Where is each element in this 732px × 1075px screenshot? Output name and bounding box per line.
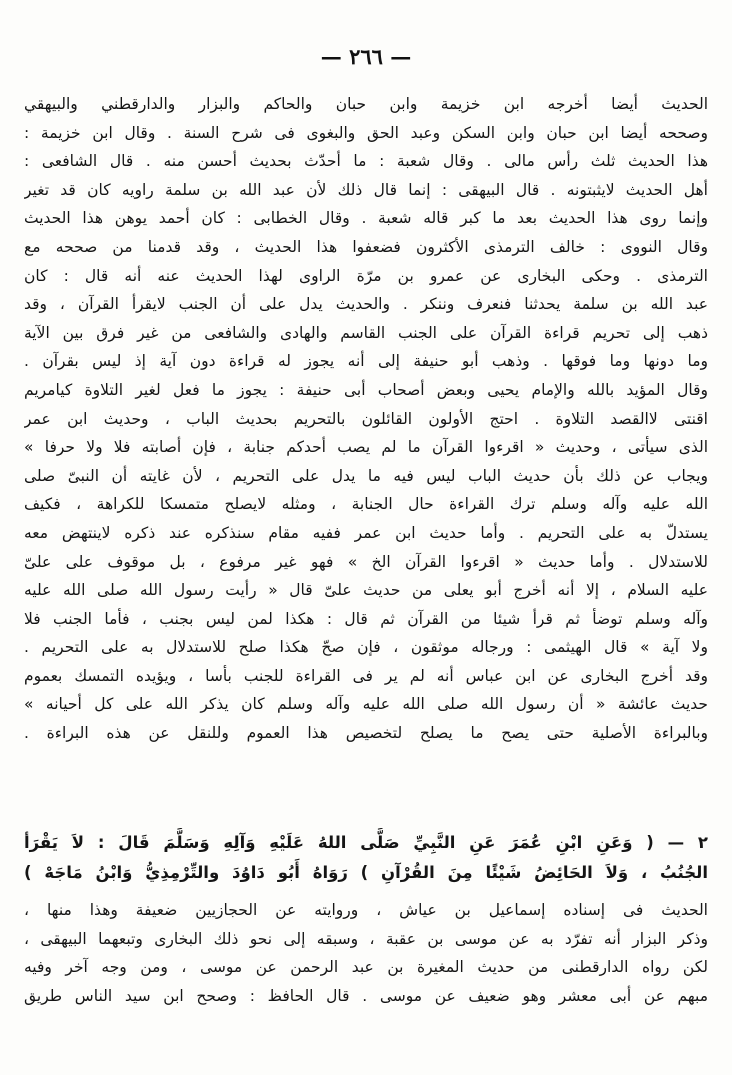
commentary-line: مبهم عن أبى معشر وهو ضعيف عن موسى . قال الحافظ : وصحح ابن سيد الناس طريق: [24, 986, 708, 1005]
text-line: وآله وسلم توضأ ثم قرأ شيئا من القرآن ثم قال : هكذا لمن ليس بجنب ، فأما الجنب فلا: [24, 609, 708, 628]
text-line: ولا آية » قال الهيثمى : ورجاله موثقون ، فإن صحّ هكذا صلح للاستدلال به على التحريم .: [24, 638, 708, 657]
text-line: الله عليه وآله وسلم ترك القراءة حال الجنابة ، ومثله لايصلح متمسكا للكراهة ، فكيف: [24, 495, 708, 514]
text-line: عبد الله بن سلمة يحدثنا فنعرف وننكر . والحديث يدل على أن الجنب لايقرأ القرآن ، وقد: [24, 295, 708, 314]
commentary-paragraph: [24, 896, 708, 1010]
text-line: وقال النووى : خالف الترمذى الأكثرون فضعفوا هذا الحديث ، وقد قدمنا من صححه مع: [24, 237, 708, 256]
text-line: يستدلّ به على التحريم . وأما حديث ابن عمر ففيه مقام سنذكره عند ذكره لاينتهض معه: [24, 523, 708, 542]
text-line: حديث عائشة « أن رسول الله صلى الله عليه وآله وسلم كان يذكر الله على كل أحيانه »: [24, 695, 708, 714]
hadith-line: ٢ — ( وَعَنِ ابْنِ عُمَرَ عَنِ النَّبِيِّ صَلَّى اللهُ عَلَيْهِ وَآلِهِ وَسَلَّمَ قَالَ : لاَ يَقْرَأ: [24, 833, 708, 852]
text-line: هذا الحديث ثلث رأس مالى . وقال شعبة : ما أحدّث بحديث أحسن منه . قال الشافعى :: [24, 152, 708, 171]
commentary-line: لكن رواه الدارقطنى من حديث المغيرة بن عبد الرحمن عن موسى ، ومن وجه آخر وفيه: [24, 958, 708, 977]
commentary-line: الحديث فى إسناده إسماعيل بن عياش ، وروايته عن الحجازيين ضعيفة وهذا منها ،: [24, 901, 708, 919]
text-line: وقال المؤيد بالله والإمام يحيى وبعض أصحاب أبى حنيفة : يجوز ما فعل لغير التلاوة كيامريم: [24, 380, 708, 399]
text-line: ذهب إلى تحريم قراءة القرآن على الجنب القاسم والهادى والشافعى من غير فرق بين الآية: [24, 323, 708, 342]
text-line: وبالبراءة الأصلية حتى يصح ما يصلح لتخصيص هذا العموم وللنقل عن هذه البراءة .: [24, 724, 708, 743]
text-line: الترمذى . وحكى البخارى عن عمرو بن مرّة الراوى لهذا الحديث عنه أنه قال : كان: [24, 266, 708, 285]
page-number: — ٢٦٦ —: [320, 44, 412, 69]
text-line: للاستدلال . وأما حديث « اقرءوا القرآن الخ » فهو غير مرفوع ، بل موقوف على علىّ: [24, 552, 708, 571]
text-line: الحديث أيضا أخرجه ابن خزيمة وابن حبان والحاكم والبزار والدارقطني والبيهقي: [24, 95, 708, 113]
text-line: عليه السلام ، إلا أنه أخرج أبو يعلى من حديث علىّ قال « رأيت رسول الله صلى الله عليه: [24, 581, 708, 600]
text-line: وقد أخرج البخارى عن ابن عباس أنه لم ير فى القراءة للجنب بأسا ، ويؤيده التمسك بعموم: [24, 666, 708, 685]
text-line: اقنتى لاالقصد التلاوة . احتج الأولون القائلون بالتحريم بحديث الباب ، وحديث ابن عمر: [24, 409, 708, 428]
text-line: وإنما روى هذا الحديث بعد ما كبر قاله شعبة . وقال الخطابى : كان أحمد يوهن هذا الحديث: [24, 209, 708, 228]
body-paragraph: [24, 90, 708, 748]
text-line: ويجاب عن ذلك بأن حديث الباب ليس فيه ما يدل على التحريم ، لأن غايته أن النبىّ صلى: [24, 466, 708, 485]
text-line: وما دونها وما فوقها . وذهب أبو حنيفة إلى أنه يجوز له قراءة دون آية إذ ليس بقرآن .: [24, 352, 708, 371]
hadith-text: [24, 828, 708, 888]
text-line: وصححه أيضا ابن حبان وابن السكن وعبد الحق والبغوى فى شرح السنة . وقال ابن خزيمة :: [24, 123, 708, 142]
commentary-line: وذكر البزار أنه تفرّد به عن موسى بن عقبة ، وسبقه إلى نحو ذلك البخارى وتبعهما البيهقى ،: [24, 929, 708, 948]
hadith-line: الجُنُبُ ، وَلاَ الحَائِضُ شَيْئًا مِنَ القُرْآنِ ) رَوَاهُ أَبُو دَاوُدَ والتِّرْمِذِيُّ وَابْنُ مَاجَهْ ): [24, 863, 708, 882]
text-line: أهل الحديث لايثبتونه . قال البيهقى : إنما قال ذلك لأن عبد الله بن سلمة راويه كان قد تغير: [24, 180, 708, 199]
text-line: الذى سيأتى ، وحديث « اقرءوا القرآن ما لم يصب أحدكم جنابة ، فإن أصابته فلا ولا حرفا »: [24, 438, 708, 457]
